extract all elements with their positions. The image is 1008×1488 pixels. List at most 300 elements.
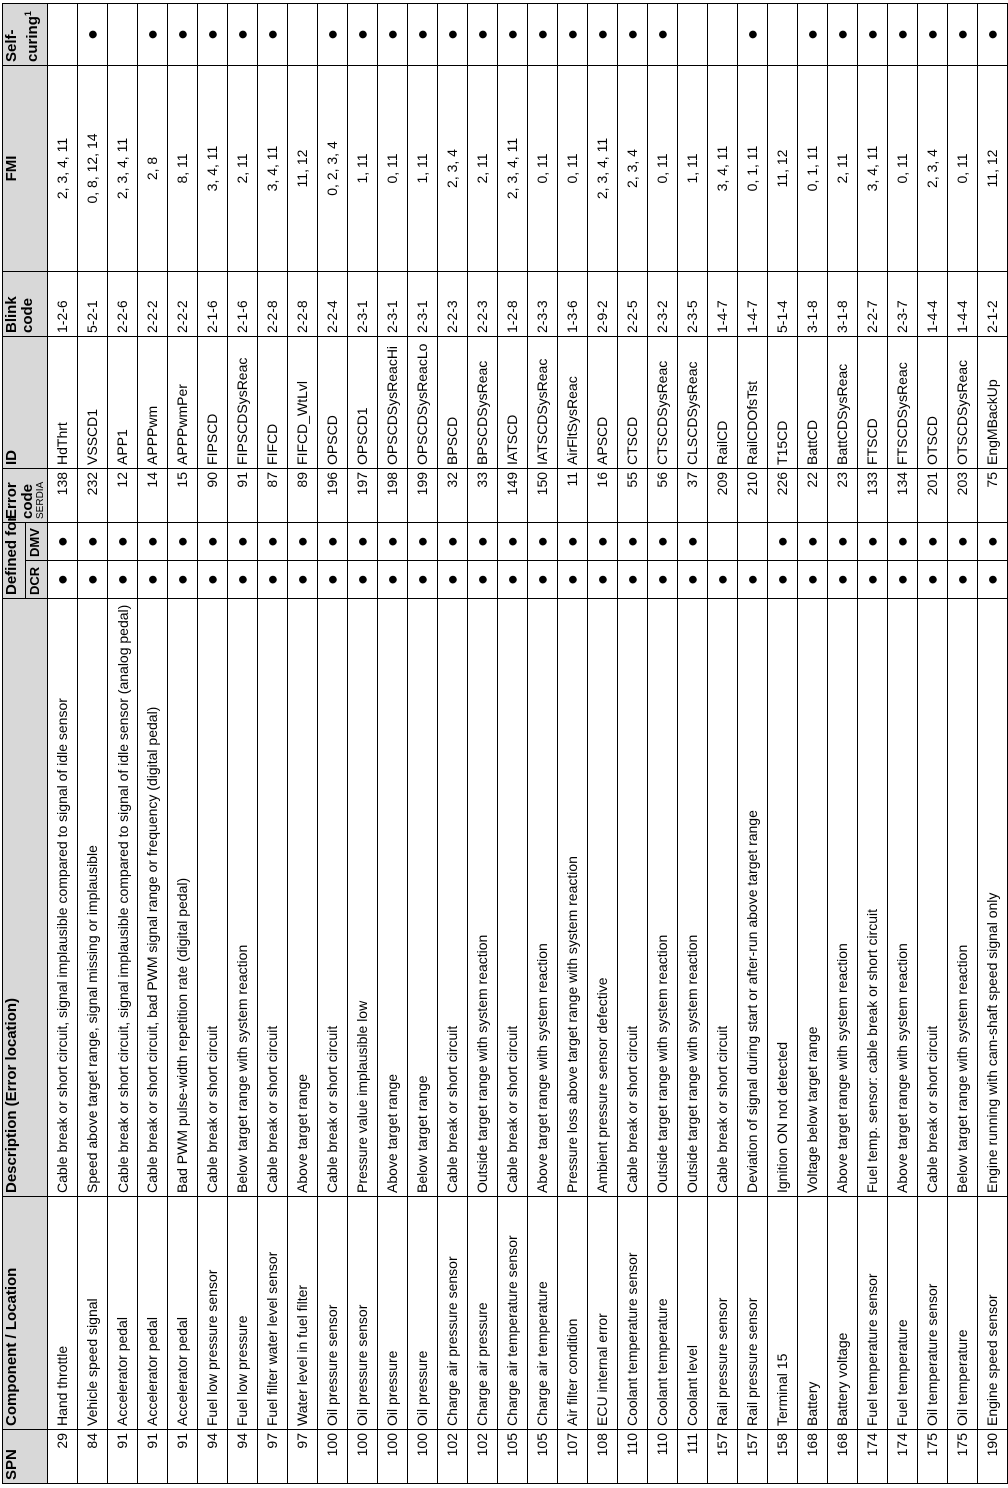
blink-code-cell: 2-3-1 xyxy=(378,271,408,336)
dmv-dot: ● xyxy=(498,522,528,560)
description-cell: Above target range with system reaction xyxy=(828,599,858,1197)
table-row xyxy=(438,3,468,1483)
dmv-dot: ● xyxy=(468,522,498,560)
dmv-dot: ● xyxy=(858,522,888,560)
id-cell: FTSCD xyxy=(858,336,888,468)
component-cell: Coolant level xyxy=(678,1197,708,1430)
dmv-dot: ● xyxy=(108,522,138,560)
blink-code-cell: 2-9-2 xyxy=(588,271,618,336)
id-cell: FIPSCDSysReac xyxy=(228,336,258,468)
error-code-cell: 14 xyxy=(138,468,168,522)
self-curing-dot xyxy=(48,3,78,65)
id-cell: APSCD xyxy=(588,336,618,468)
description-cell: Cable break or short circuit xyxy=(918,599,948,1197)
table-row xyxy=(348,3,378,1483)
id-cell: OTSCDSysReac xyxy=(948,336,978,468)
spn-cell: 29 xyxy=(48,1430,78,1484)
spn-cell: 91 xyxy=(138,1430,168,1484)
fmi-cell: 3, 4, 11 xyxy=(258,65,288,271)
fmi-cell: 0, 1, 11 xyxy=(738,65,768,271)
dmv-dot: ● xyxy=(168,522,198,560)
blink-code-cell: 3-1-8 xyxy=(798,271,828,336)
spn-cell: 174 xyxy=(888,1430,918,1484)
component-cell: Vehicle speed signal xyxy=(78,1197,108,1430)
description-cell: Bad PWM pulse-width repetition rate (digital pedal) xyxy=(168,599,198,1197)
self-curing-dot: ● xyxy=(798,3,828,65)
description-cell: Cable break or short circuit xyxy=(618,599,648,1197)
blink-code-cell: 2-2-5 xyxy=(618,271,648,336)
spn-cell: 174 xyxy=(858,1430,888,1484)
dmv-dot: ● xyxy=(408,522,438,560)
table-row xyxy=(138,3,168,1483)
blink-code-cell: 1-4-4 xyxy=(918,271,948,336)
dcr-dot: ● xyxy=(378,561,408,599)
error-code-cell: 201 xyxy=(918,468,948,522)
dmv-dot: ● xyxy=(828,522,858,560)
component-cell: Charge air pressure sensor xyxy=(438,1197,468,1430)
error-code-cell: 12 xyxy=(108,468,138,522)
error-code-cell: 16 xyxy=(588,468,618,522)
blink-code-cell: 2-2-2 xyxy=(168,271,198,336)
component-cell: Fuel temperature xyxy=(888,1197,918,1430)
error-code-cell: 199 xyxy=(408,468,438,522)
blink-code-cell: 2-2-6 xyxy=(108,271,138,336)
self-curing-dot: ● xyxy=(888,3,918,65)
id-cell: T15CD xyxy=(768,336,798,468)
error-code-cell: 149 xyxy=(498,468,528,522)
dmv-dot: ● xyxy=(678,522,708,560)
error-code-cell: 133 xyxy=(858,468,888,522)
description-cell: Speed above target range, signal missing or implausible xyxy=(78,599,108,1197)
fmi-cell: 2, 11 xyxy=(228,65,258,271)
self-curing-dot: ● xyxy=(948,3,978,65)
blink-code-cell: 2-2-3 xyxy=(468,271,498,336)
dmv-dot: ● xyxy=(558,522,588,560)
fmi-cell: 0, 11 xyxy=(888,65,918,271)
description-cell: Cable break or short circuit, bad PWM signal range or frequency (digital pedal) xyxy=(138,599,168,1197)
description-cell: Cable break or short circuit xyxy=(318,599,348,1197)
dcr-dot: ● xyxy=(78,561,108,599)
fmi-cell: 2, 3, 4, 11 xyxy=(108,65,138,271)
dmv-dot: ● xyxy=(258,522,288,560)
error-code-cell: 33 xyxy=(468,468,498,522)
blink-code-cell: 2-2-8 xyxy=(258,271,288,336)
spn-cell: 102 xyxy=(468,1430,498,1484)
dcr-dot: ● xyxy=(228,561,258,599)
component-cell: Coolant temperature xyxy=(648,1197,678,1430)
component-cell: Charge air temperature xyxy=(528,1197,558,1430)
error-code-cell: 37 xyxy=(678,468,708,522)
header-row xyxy=(3,3,26,1483)
blink-code-cell: 2-1-6 xyxy=(198,271,228,336)
table-row xyxy=(318,3,348,1483)
blink-code-cell: 2-3-5 xyxy=(678,271,708,336)
id-cell: CTSCDSysReac xyxy=(648,336,678,468)
fmi-cell: 3, 4, 11 xyxy=(708,65,738,271)
spn-cell: 105 xyxy=(498,1430,528,1484)
header-component: Component / Location xyxy=(3,1197,48,1430)
blink-code-cell: 2-3-7 xyxy=(888,271,918,336)
fmi-cell: 0, 11 xyxy=(528,65,558,271)
dcr-dot: ● xyxy=(738,561,768,599)
table-row xyxy=(738,3,768,1483)
id-cell: APP1 xyxy=(108,336,138,468)
fmi-cell: 0, 1, 11 xyxy=(798,65,828,271)
dmv-dot: ● xyxy=(228,522,258,560)
dcr-dot: ● xyxy=(468,561,498,599)
id-cell: EngMBackUp xyxy=(978,336,1008,468)
id-cell: FTSCDSysReac xyxy=(888,336,918,468)
spn-cell: 91 xyxy=(108,1430,138,1484)
blink-code-cell: 1-2-6 xyxy=(48,271,78,336)
header-fmi: FMI xyxy=(3,65,48,271)
fmi-cell: 0, 2, 3, 4 xyxy=(318,65,348,271)
dcr-dot: ● xyxy=(618,561,648,599)
component-cell: Battery voltage xyxy=(828,1197,858,1430)
description-cell: Above target range with system reaction xyxy=(888,599,918,1197)
spn-cell: 100 xyxy=(378,1430,408,1484)
dcr-dot: ● xyxy=(258,561,288,599)
description-cell: Cable break or short circuit xyxy=(198,599,228,1197)
fmi-cell: 0, 11 xyxy=(558,65,588,271)
component-cell: Accelerator pedal xyxy=(108,1197,138,1430)
dcr-dot: ● xyxy=(138,561,168,599)
fmi-cell: 2, 3, 4, 11 xyxy=(588,65,618,271)
component-cell: ECU internal error xyxy=(588,1197,618,1430)
spn-cell: 94 xyxy=(228,1430,258,1484)
component-cell: Air filter condition xyxy=(558,1197,588,1430)
fmi-cell: 0, 8, 12, 14 xyxy=(78,65,108,271)
self-curing-dot xyxy=(708,3,738,65)
self-curing-dot: ● xyxy=(168,3,198,65)
fmi-cell: 3, 4, 11 xyxy=(198,65,228,271)
header-serdia: SERDIA xyxy=(35,481,46,519)
component-cell: Oil pressure xyxy=(408,1197,438,1430)
table-row xyxy=(858,3,888,1483)
self-curing-dot: ● xyxy=(828,3,858,65)
self-curing-dot xyxy=(768,3,798,65)
error-code-cell: 90 xyxy=(198,468,228,522)
fmi-cell: 2, 3, 4 xyxy=(918,65,948,271)
id-cell: IATSCD xyxy=(498,336,528,468)
dmv-dot: ● xyxy=(288,522,318,560)
blink-code-cell: 2-2-8 xyxy=(288,271,318,336)
table-row xyxy=(618,3,648,1483)
description-cell: Above target range with system reaction xyxy=(528,599,558,1197)
dmv-dot: ● xyxy=(798,522,828,560)
spn-cell: 97 xyxy=(288,1430,318,1484)
description-cell: Below target range with system reaction xyxy=(948,599,978,1197)
id-cell: BPSCDSysReac xyxy=(468,336,498,468)
dmv-dot: ● xyxy=(528,522,558,560)
dcr-dot: ● xyxy=(48,561,78,599)
dmv-dot: ● xyxy=(438,522,468,560)
description-cell: Voltage below target range xyxy=(798,599,828,1197)
component-cell: Rail pressure sensor xyxy=(738,1197,768,1430)
table-row xyxy=(198,3,228,1483)
dcr-dot: ● xyxy=(558,561,588,599)
description-cell: Above target range xyxy=(378,599,408,1197)
dcr-dot: ● xyxy=(828,561,858,599)
spn-cell: 97 xyxy=(258,1430,288,1484)
self-curing-dot: ● xyxy=(78,3,108,65)
description-cell: Cable break or short circuit xyxy=(708,599,738,1197)
component-cell: Terminal 15 xyxy=(768,1197,798,1430)
table-row xyxy=(498,3,528,1483)
dmv-dot: ● xyxy=(48,522,78,560)
error-code-cell: 197 xyxy=(348,468,378,522)
self-curing-dot: ● xyxy=(588,3,618,65)
self-curing-dot: ● xyxy=(138,3,168,65)
fmi-cell: 2, 3, 4 xyxy=(438,65,468,271)
id-cell: BattCD xyxy=(798,336,828,468)
spn-cell: 175 xyxy=(948,1430,978,1484)
id-cell: RailCDOfsTst xyxy=(738,336,768,468)
spn-cell: 94 xyxy=(198,1430,228,1484)
id-cell: APPPwm xyxy=(138,336,168,468)
table-row xyxy=(288,3,318,1483)
dmv-dot: ● xyxy=(588,522,618,560)
header-description: Description (Error location) xyxy=(3,599,48,1197)
component-cell: Charge air temperature sensor xyxy=(498,1197,528,1430)
error-code-cell: 89 xyxy=(288,468,318,522)
table-row xyxy=(78,3,108,1483)
id-cell: OPSCD1 xyxy=(348,336,378,468)
table-row xyxy=(378,3,408,1483)
component-cell: Engine speed sensor xyxy=(978,1197,1008,1430)
self-curing-dot: ● xyxy=(198,3,228,65)
dcr-dot: ● xyxy=(528,561,558,599)
dmv-dot: ● xyxy=(78,522,108,560)
fmi-cell: 1, 11 xyxy=(408,65,438,271)
table-row xyxy=(468,3,498,1483)
table-row xyxy=(798,3,828,1483)
dmv-dot: ● xyxy=(948,522,978,560)
component-cell: Water level in fuel filter xyxy=(288,1197,318,1430)
self-curing-dot: ● xyxy=(378,3,408,65)
header-blink-code: Blink code xyxy=(3,271,48,336)
self-curing-dot: ● xyxy=(978,3,1008,65)
id-cell: CTSCD xyxy=(618,336,648,468)
self-curing-dot: ● xyxy=(498,3,528,65)
component-cell: Fuel filter water level sensor xyxy=(258,1197,288,1430)
description-cell: Engine running with cam-shaft speed signal only xyxy=(978,599,1008,1197)
description-cell: Below target range xyxy=(408,599,438,1197)
header-dmv: DMV xyxy=(25,522,48,560)
self-curing-dot: ● xyxy=(648,3,678,65)
component-cell: Oil temperature sensor xyxy=(918,1197,948,1430)
error-code-cell: 134 xyxy=(888,468,918,522)
header-self-curing-footnote: 1 xyxy=(23,11,33,17)
table-row xyxy=(948,3,978,1483)
fmi-cell: 0, 11 xyxy=(378,65,408,271)
dcr-dot: ● xyxy=(798,561,828,599)
fmi-cell: 3, 4, 11 xyxy=(858,65,888,271)
self-curing-dot: ● xyxy=(258,3,288,65)
spn-cell: 91 xyxy=(168,1430,198,1484)
dmv-dot: ● xyxy=(888,522,918,560)
dcr-dot: ● xyxy=(588,561,618,599)
table-row xyxy=(708,3,738,1483)
table-row xyxy=(888,3,918,1483)
component-cell: Battery xyxy=(798,1197,828,1430)
dmv-dot: ● xyxy=(198,522,228,560)
description-cell: Deviation of signal during start or after-run above target range xyxy=(738,599,768,1197)
dcr-dot: ● xyxy=(108,561,138,599)
table-row xyxy=(648,3,678,1483)
table-row xyxy=(768,3,798,1483)
blink-code-cell: 2-2-4 xyxy=(318,271,348,336)
fmi-cell: 1, 11 xyxy=(678,65,708,271)
id-cell: OTSCD xyxy=(918,336,948,468)
dcr-dot: ● xyxy=(918,561,948,599)
dcr-dot: ● xyxy=(498,561,528,599)
id-cell: FIPSCD xyxy=(198,336,228,468)
spn-cell: 111 xyxy=(678,1430,708,1484)
spn-cell: 168 xyxy=(828,1430,858,1484)
id-cell: APPPwmPer xyxy=(168,336,198,468)
spn-cell: 107 xyxy=(558,1430,588,1484)
error-code-cell: 232 xyxy=(78,468,108,522)
error-code-cell: 55 xyxy=(618,468,648,522)
blink-code-cell: 2-3-1 xyxy=(348,271,378,336)
blink-code-cell: 2-3-3 xyxy=(528,271,558,336)
table-row xyxy=(588,3,618,1483)
dcr-dot: ● xyxy=(948,561,978,599)
id-cell: AirFltSysReac xyxy=(558,336,588,468)
self-curing-dot: ● xyxy=(618,3,648,65)
table-row xyxy=(528,3,558,1483)
dcr-dot: ● xyxy=(348,561,378,599)
spn-cell: 157 xyxy=(708,1430,738,1484)
dcr-dot: ● xyxy=(438,561,468,599)
id-cell: RailCD xyxy=(708,336,738,468)
error-code-cell: 226 xyxy=(768,468,798,522)
error-code-cell: 56 xyxy=(648,468,678,522)
id-cell: IATSCDSysReac xyxy=(528,336,558,468)
self-curing-dot: ● xyxy=(468,3,498,65)
component-cell: Fuel temperature sensor xyxy=(858,1197,888,1430)
error-code-cell: 198 xyxy=(378,468,408,522)
fmi-cell: 1, 11 xyxy=(348,65,378,271)
fmi-cell: 0, 11 xyxy=(648,65,678,271)
blink-code-cell: 1-2-8 xyxy=(498,271,528,336)
spn-cell: 100 xyxy=(408,1430,438,1484)
id-cell: OPSCDSysReacLo xyxy=(408,336,438,468)
description-cell: Cable break or short circuit xyxy=(498,599,528,1197)
component-cell: Charge air pressure xyxy=(468,1197,498,1430)
spn-cell: 100 xyxy=(348,1430,378,1484)
component-cell: Accelerator pedal xyxy=(138,1197,168,1430)
error-code-cell: 91 xyxy=(228,468,258,522)
spn-cell: 175 xyxy=(918,1430,948,1484)
fmi-cell: 2, 3, 4 xyxy=(618,65,648,271)
dcr-dot: ● xyxy=(408,561,438,599)
description-cell: Cable break or short circuit, signal implausible compared to signal of idle sensor (analog pedal) xyxy=(108,599,138,1197)
dmv-dot: ● xyxy=(618,522,648,560)
fmi-cell: 2, 8 xyxy=(138,65,168,271)
table-row xyxy=(918,3,948,1483)
header-self-curing-label: Self-curing xyxy=(3,16,41,62)
blink-code-cell: 1-3-6 xyxy=(558,271,588,336)
error-code-cell: 203 xyxy=(948,468,978,522)
header-error-code xyxy=(3,468,48,522)
spn-cell: 100 xyxy=(318,1430,348,1484)
blink-code-cell: 2-2-3 xyxy=(438,271,468,336)
component-cell: Fuel low pressure xyxy=(228,1197,258,1430)
error-code-cell: 22 xyxy=(798,468,828,522)
self-curing-dot xyxy=(108,3,138,65)
table-row xyxy=(408,3,438,1483)
self-curing-dot: ● xyxy=(528,3,558,65)
dmv-dot: ● xyxy=(318,522,348,560)
fmi-cell: 0, 11 xyxy=(948,65,978,271)
self-curing-dot: ● xyxy=(738,3,768,65)
error-code-cell: 11 xyxy=(558,468,588,522)
error-code-cell: 32 xyxy=(438,468,468,522)
spn-cell: 168 xyxy=(798,1430,828,1484)
spn-cell: 158 xyxy=(768,1430,798,1484)
error-code-cell: 23 xyxy=(828,468,858,522)
fmi-cell: 11, 12 xyxy=(288,65,318,271)
spn-cell: 110 xyxy=(648,1430,678,1484)
self-curing-dot: ● xyxy=(228,3,258,65)
table-row xyxy=(48,3,78,1483)
id-cell: FIFCD xyxy=(258,336,288,468)
header-dcr: DCR xyxy=(25,561,48,599)
id-cell: VSSCD1 xyxy=(78,336,108,468)
description-cell: Outside target range with system reaction xyxy=(648,599,678,1197)
self-curing-dot: ● xyxy=(918,3,948,65)
spn-cell: 157 xyxy=(738,1430,768,1484)
dcr-dot: ● xyxy=(708,561,738,599)
description-cell: Outside target range with system reaction xyxy=(468,599,498,1197)
dmv-dot: ● xyxy=(378,522,408,560)
spn-cell: 110 xyxy=(618,1430,648,1484)
spn-cell: 84 xyxy=(78,1430,108,1484)
dcr-dot: ● xyxy=(318,561,348,599)
description-cell: Below target range with system reaction xyxy=(228,599,258,1197)
description-cell: Outside target range with system reaction xyxy=(678,599,708,1197)
fmi-cell: 8, 11 xyxy=(168,65,198,271)
description-cell: Ignition ON not detected xyxy=(768,599,798,1197)
error-code-table xyxy=(2,3,1008,1484)
id-cell: BPSCD xyxy=(438,336,468,468)
fmi-cell: 2, 11 xyxy=(468,65,498,271)
dcr-dot: ● xyxy=(198,561,228,599)
blink-code-cell: 2-3-2 xyxy=(648,271,678,336)
dcr-dot: ● xyxy=(648,561,678,599)
table-row xyxy=(828,3,858,1483)
spn-cell: 108 xyxy=(588,1430,618,1484)
blink-code-cell: 2-1-6 xyxy=(228,271,258,336)
error-code-cell: 210 xyxy=(738,468,768,522)
dmv-dot: ● xyxy=(768,522,798,560)
error-code-cell: 196 xyxy=(318,468,348,522)
component-cell: Oil pressure sensor xyxy=(318,1197,348,1430)
header-spn: SPN xyxy=(3,1430,48,1484)
description-cell: Pressure loss above target range with system reaction xyxy=(558,599,588,1197)
dmv-dot: ● xyxy=(348,522,378,560)
error-code-cell: 87 xyxy=(258,468,288,522)
header-id: ID xyxy=(3,336,48,468)
blink-code-cell: 1-4-7 xyxy=(738,271,768,336)
dcr-dot: ● xyxy=(888,561,918,599)
self-curing-dot: ● xyxy=(558,3,588,65)
dmv-dot xyxy=(738,522,768,560)
component-cell: Coolant temperature sensor xyxy=(618,1197,648,1430)
component-cell: Accelerator pedal xyxy=(168,1197,198,1430)
